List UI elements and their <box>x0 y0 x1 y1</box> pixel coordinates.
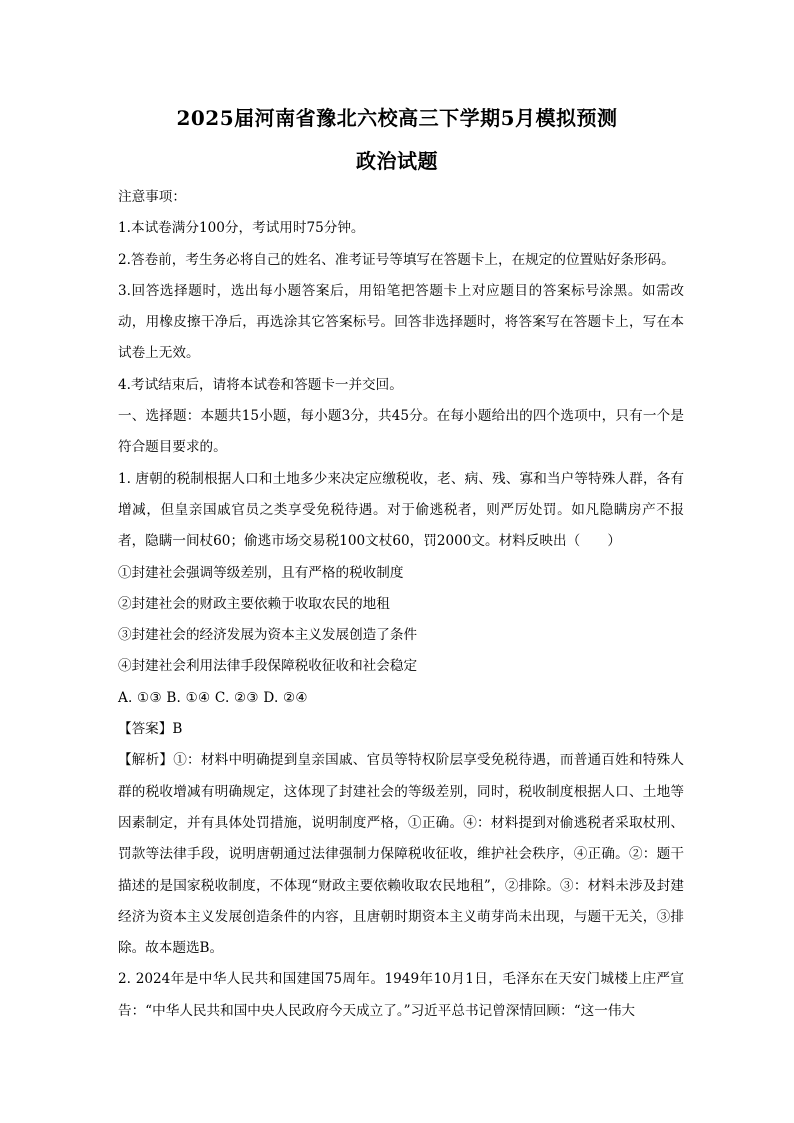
question-1-analysis: 【解析】①：材料中明确提到皇亲国戚、官员等特权阶层享受免税待遇，而普通百姓和特殊人群的税收增减有明确规定，这体现了封建社会的等级差别，同时，税收制度根据人口、土地等因素制定，并有具体处罚措施，说明制度严格，①正确。④：材料提到对偷逃税者采取杖刑、罚款等法律手段，说明唐朝通过法律强制力保障税收征收，维护社会秩序，④正确。②：题干描述的是国家税收制度，不体现“财政主要依赖收取农民地租”，②排除。③：材料未涉及封建经济为资本主义发展创造条件的内容，且唐朝时期资本主义萌芽尚未出现，与题干无关，③排除。故本题选B。 <box>118 752 684 957</box>
notice-heading: 注意事项： <box>118 189 186 205</box>
document-title: 2025届河南省豫北六校高三下学期5月模拟预测 <box>176 106 618 130</box>
question-1-statement-3: ③封建社会的经济发展为资本主义发展创造了条件 <box>118 627 418 644</box>
question-1-statement-1: ①封建社会强调等级差别，且有严格的税收制度 <box>118 564 404 581</box>
notice-item-2: 2.答卷前，考生务必将自己的姓名、准考证号等填写在答题卡上，在规定的位置贴好条形码。 <box>118 251 675 268</box>
document-subtitle: 政治试题 <box>356 149 438 173</box>
question-1-statement-4: ④封建社会利用法律手段保障税收征收和社会稳定 <box>118 658 418 675</box>
notice-item-4: 4.考试结束后，请将本试卷和答题卡一并交回。 <box>118 376 403 393</box>
question-1-answer: 【答案】B <box>118 721 183 738</box>
notice-item-1: 1.本试卷满分100分，考试用时75分钟。 <box>118 220 365 237</box>
document-body <box>118 182 684 1027</box>
notice-item-3: 3.回答选择题时，选出每小题答案后，用铅笔把答题卡上对应题目的答案标号涂黑。如需改动，用橡皮擦干净后，再选涂其它答案标号。回答非选择题时，将答案写在答题卡上，写在本试卷上无效。 <box>118 282 684 362</box>
question-1-options: A. ①③ B. ①④ C. ②③ D. ②④ <box>118 689 308 706</box>
question-1-statement-2: ②封建社会的财政主要依赖于收取农民的地租 <box>118 595 390 612</box>
question-1-stem: 1. 唐朝的税制根据人口和土地多少来决定应缴税收，老、病、残、寡和当户等特殊人群，各有增减，但皇亲国戚官员之类享受免税待遇。对于偷逃税者，则严厉处罚。如凡隐瞒房产不报者，隐瞒一间杖60；偷逃市场交易税100文杖60，罚2000文。材料反映出（ ） <box>118 470 684 550</box>
question-2-stem: 2. 2024年是中华人民共和国建国75周年。1949年10月1日，毛泽东在天安门城楼上庄严宣告：“中华人民共和国中央人民政府今天成立了。”习近平总书记曾深情回顾：“这一伟大 <box>118 971 684 1019</box>
section-heading: 一、选择题：本题共15小题，每小题3分，共45分。在每小题给出的四个选项中，只有一个是符合题目要求的。 <box>118 408 684 456</box>
